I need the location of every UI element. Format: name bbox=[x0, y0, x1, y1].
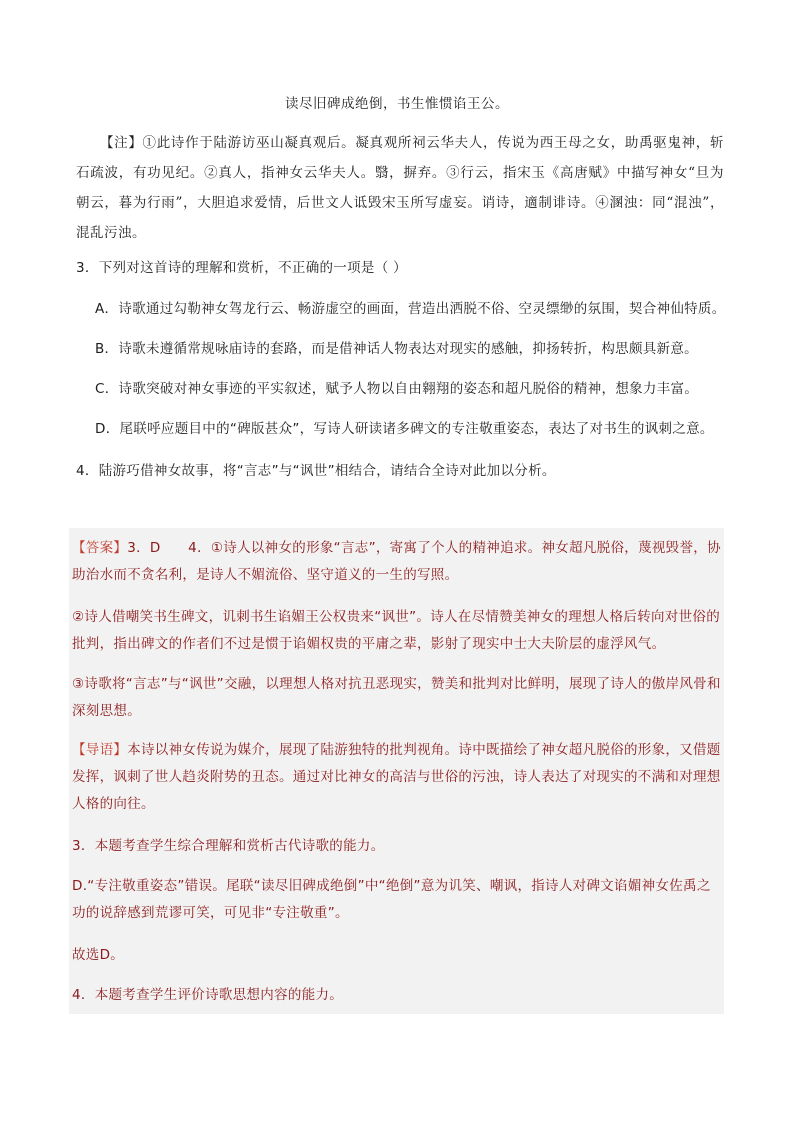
answer-paragraph-1 bbox=[72, 535, 722, 589]
analysis-q3-intro: 3．本题考查学生综合理解和赏析古代诗歌的能力。 bbox=[72, 838, 385, 854]
guide-tag: 【导语】 bbox=[72, 742, 128, 758]
question-4: 4．陆游巧借神女故事，将“言志”与“讽世”相结合，请结合全诗对此加以分析。 bbox=[76, 463, 556, 479]
option-a: A．诗歌通过勾勒神女驾龙行云、畅游虚空的画面，营造出洒脱不俗、空灵缥缈的氛围，契合神仙特质。 bbox=[95, 301, 726, 317]
option-b: B．诗歌未遵循常规咏庙诗的套路，而是借神话人物表达对现实的感触，抑扬转折，构思颇具新意。 bbox=[95, 341, 698, 357]
question-3: 3．下列对这首诗的理解和赏析，不正确的一项是（ ） bbox=[76, 260, 407, 276]
option-d: D．尾联呼应题目中的“碑版甚众”，写诗人研读诸多碑文的专注敬重姿态，表达了对书生的讽刺之意。 bbox=[95, 421, 714, 437]
answer-paragraph-3: ③诗歌将“言志”与“讽世”交融，以理想人格对抗丑恶现实，赞美和批判对比鲜明，展现了诗人的傲岸风骨和深刻思想。 bbox=[72, 676, 721, 719]
answer-paragraph-2: ②诗人借嘲笑书生碑文，讥刺书生谄媚王公权贵来“讽世”。诗人在尽情赞美神女的理想人格后转向对世俗的批判，指出碑文的作者们不过是惯于谄媚权贵的平庸之辈，影射了现实中士大夫阶层的虚浮风气。 bbox=[72, 609, 720, 652]
answer-text-1: 3．D 4．①诗人以神女的形象“言志”，寄寓了个人的精神追求。神女超凡脱俗，蔑视毁誉，协助治水而不贪名利，是诗人不媚流俗、坚守道义的一生的写照。 bbox=[72, 540, 721, 583]
option-c: C．诗歌突破对神女事迹的平实叙述，赋予人物以自由翱翔的姿态和超凡脱俗的精神，想象力丰富。 bbox=[95, 381, 699, 397]
analysis-q3-detail: D.“专注敬重姿态”错误。尾联“读尽旧碑成绝倒”中“绝倒”意为讥笑、嘲讽，指诗人对碑文谄媚神女佐禹之功的说辞感到荒谬可笑，可见非“专注敬重”。 bbox=[72, 878, 711, 921]
guide-paragraph bbox=[72, 737, 722, 818]
poem-last-line: 读尽旧碑成绝倒，书生惟惯谄王公。 bbox=[285, 96, 509, 112]
guide-text: 本诗以神女传说为媒介，展现了陆游独特的批判视角。诗中既描绘了神女超凡脱俗的形象，又借题发挥，讽刺了世人趋炎附势的丑态。通过对比神女的高洁与世俗的污浊，诗人表达了对现实的不满和对理想人格的向往。 bbox=[72, 742, 721, 812]
analysis-q3-choice: 故选D。 bbox=[72, 947, 125, 963]
analysis-q4-intro: 4．本题考查学生评价诗歌思想内容的能力。 bbox=[72, 987, 344, 1003]
poem-annotation: 【注】①此诗作于陆游访巫山凝真观后。凝真观所祠云华夫人，传说为西王母之女，助禹驱鬼神，斩石疏波，有功见纪。②真人，指神女云华夫人。翳，摒弃。③行云，指宋玉《高唐赋》中描写神女“旦为朝云，暮为行雨”，大胆追求爱情，后世文人诋毁宋玉所写虚妄。诮诗，適制诽诗。④溷浊：同“混浊”，混乱污浊。 bbox=[76, 135, 724, 241]
answer-tag: 【答案】 bbox=[72, 540, 128, 556]
